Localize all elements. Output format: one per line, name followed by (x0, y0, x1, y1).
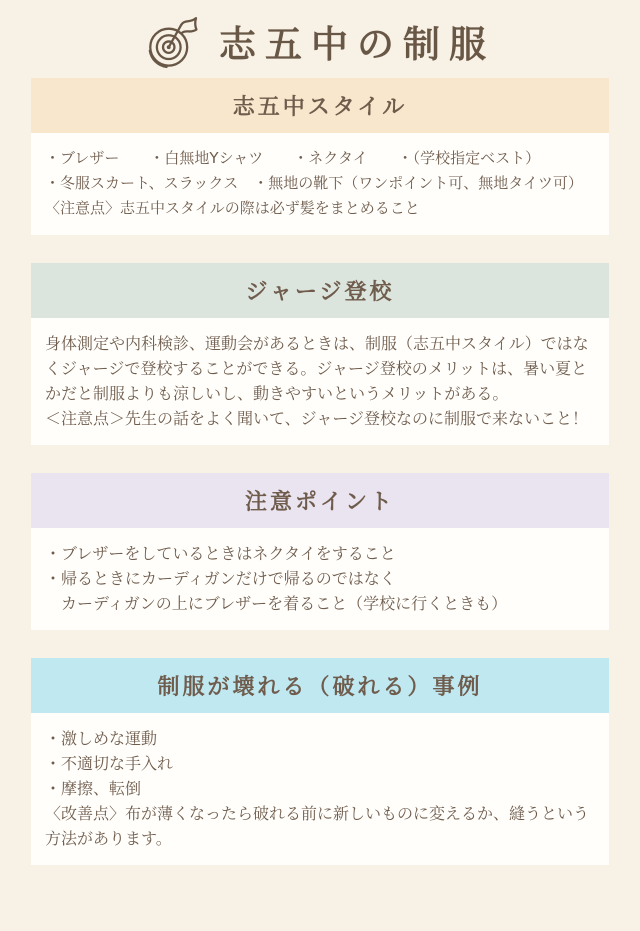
body-line: ・激しめな運動 (45, 729, 158, 748)
body-line: ・摩擦、転倒 (45, 779, 142, 798)
body-line: ・ブレザー ・白無地Yシャツ ・ネクタイ ・（学校指定ベスト） (45, 149, 541, 167)
section-shigo-style-header (31, 78, 609, 133)
section-jersey-body (31, 318, 609, 445)
section-caution (31, 473, 609, 630)
page-header (0, 0, 640, 70)
body-line: 〈注意点〉志五中スタイルの際は必ず髪をまとめること (45, 199, 420, 217)
body-line: 身体測定や内科検診、運動会があるときは、制服（志五中スタイル）ではなくジャージで登校することができる。ジャージ登校のメリットは、暑い夏とかだと制服よりも涼しいし、動きやすいというメリットがある。 (45, 334, 589, 403)
body-line: ＜注意点＞先生の話をよく聞いて、ジャージ登校なのに制服で来ないこと！ (45, 409, 589, 428)
section-caution-header (31, 473, 609, 528)
section-jersey (31, 263, 609, 445)
section-damage-body (31, 713, 609, 865)
section-damage (31, 658, 609, 865)
body-line: 〈改善点〉布が薄くなったら破れる前に新しいものに変えるか、縫うという方法があります。 (45, 804, 590, 848)
section-shigo-style (31, 78, 609, 235)
section-title: 注意ポイント (244, 490, 395, 515)
section-shigo-style-body (31, 133, 609, 235)
section-jersey-header (31, 263, 609, 318)
body-line: ・冬服スカート、スラックス ・無地の靴下（ワンポイント可、無地タイツ可） (45, 174, 583, 192)
section-title: 制服が壊れる（破れる）事例 (157, 675, 483, 700)
body-line: カーディガンの上にブレザーを着ること（学校に行くときも） (45, 594, 508, 613)
section-title: 志五中スタイル (232, 95, 408, 120)
body-line: ・不適切な手入れ (45, 754, 174, 773)
section-damage-header (31, 658, 609, 713)
section-caution-body (31, 528, 609, 630)
body-line: ・帰るときにカーディガンだけで帰るのではなく (45, 569, 396, 588)
section-title: ジャージ登校 (245, 280, 395, 305)
target-flag-icon (145, 13, 203, 69)
page-title: 志五中の制服 (219, 23, 495, 66)
body-line: ・ブレザーをしているときはネクタイをすること (45, 544, 396, 563)
